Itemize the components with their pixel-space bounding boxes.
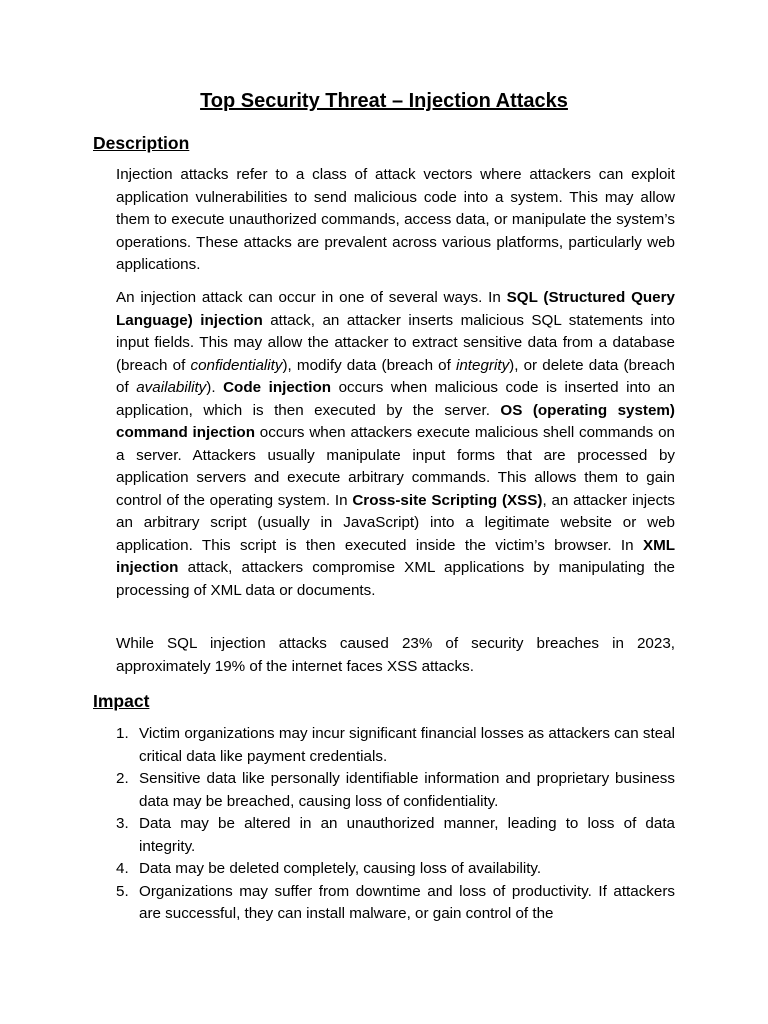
paragraph-text: ).	[206, 379, 224, 396]
paragraph-text: occurs when attackers execute malicious shell commands on a server. Attackers usually manipulate input forms that are processed by application servers and execute arbitrary commands. This allows them to gain control of the operating system. In	[116, 424, 675, 509]
paragraph-text: attack, an attacker inserts malicious SQL statements into input fields. This may allow the attacker to extract sensitive data from a database (breach of	[116, 311, 675, 374]
list-item	[116, 881, 675, 926]
description-heading: Description	[93, 133, 190, 153]
list-item-number: 5.	[116, 882, 129, 900]
term-availability: availability	[136, 379, 207, 396]
list-item-text: Sensitive data like personally identifiable information and proprietary business data may be breached, causing loss of confidentiality.	[139, 770, 675, 810]
description-paragraph-2	[116, 287, 675, 602]
impact-heading: Impact	[93, 691, 150, 711]
list-item	[116, 813, 675, 858]
description-paragraph-3: While SQL injection attacks caused 23% of security breaches in 2023, approximately 19% of the internet faces XSS attacks.	[116, 635, 675, 675]
document-title: Top Security Threat – Injection Attacks	[200, 90, 568, 112]
list-item	[116, 723, 675, 768]
paragraph-text: attack, attackers compromise XML applications by manipulating the processing of XML data or documents.	[116, 559, 675, 599]
paragraph-text: An injection attack can occur in one of several ways. In	[116, 289, 507, 306]
list-item	[116, 858, 675, 881]
term-integrity: integrity	[455, 356, 510, 374]
list-item-text: Data may be deleted completely, causing loss of availability.	[139, 860, 542, 877]
list-item-text: Data may be altered in an unauthorized manner, leading to loss of data integrity.	[139, 815, 675, 855]
list-item-text: Victim organizations may incur significant financial losses as attackers can steal critical data like payment credentials.	[139, 725, 675, 765]
list-item-number: 2.	[116, 770, 129, 787]
paragraph-text: , an attacker injects an arbitrary script (usually in JavaScript) into a legitimate website or web application. This script is then executed inside the victim’s browser. In	[116, 491, 675, 554]
impact-list	[116, 723, 675, 926]
list-item-number: 1.	[116, 725, 129, 742]
list-item-number: 4.	[116, 860, 129, 877]
term-sql-injection: SQL (Structured Query Language) injection	[116, 289, 675, 329]
paragraph-text: ), or delete data (breach of	[116, 356, 675, 396]
list-item-text: Organizations may suffer from downtime and loss of productivity. If attackers are successful, they can install malware, or gain control of the	[139, 882, 675, 922]
term-code-injection: Code injection	[223, 379, 332, 396]
paragraph-text: ), modify data (breach of	[282, 356, 456, 374]
paragraph-text: occurs when malicious code is inserted into an application, which is then executed by the server.	[116, 379, 675, 419]
term-xml-injection: XML injection	[116, 536, 675, 576]
list-item-number: 3.	[116, 815, 129, 832]
term-confidentiality: confidentiality	[190, 356, 283, 374]
description-paragraph-1: Injection attacks refer to a class of attack vectors where attackers can exploit application vulnerabilities to send malicious code into a system. This may allow them to execute unauthorized commands, access data, or manipulate the system’s operations. These attacks are prevalent across various platforms, particularly web applications.	[116, 166, 675, 273]
term-os-command-injection: OS (operating system) command injection	[116, 401, 675, 441]
list-item	[116, 768, 675, 813]
term-xss: Cross-site Scripting (XSS)	[352, 491, 543, 509]
